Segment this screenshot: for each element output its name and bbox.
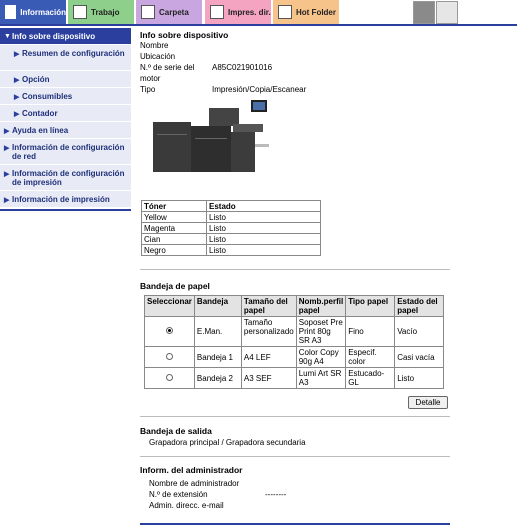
location-label: Ubicación (140, 52, 176, 61)
device-info-title: Info sobre dispositivo (140, 30, 229, 40)
table-row: Bandeja 1 A4 LEF Color Copy 90g A4 Especif. color Casi vacía (145, 347, 444, 368)
output-tray-value: Grapadora principal / Grapadora secundaria (149, 438, 306, 447)
detail-button[interactable]: Detalle (408, 396, 448, 409)
toner-table (141, 200, 321, 256)
tray-radio-bandeja-2[interactable] (166, 374, 173, 381)
admin-ext-row: N.º de extensión -------- (149, 490, 287, 499)
display-icon[interactable] (436, 1, 458, 24)
toner-header-estado: Estado (207, 201, 321, 212)
device-info (140, 30, 450, 95)
printer-image (143, 94, 273, 174)
job-icon (73, 5, 87, 19)
separator (140, 269, 450, 270)
table-row: Bandeja 2 A3 SEF Lumi Art SR A3 Estucado-GL Listo (145, 368, 444, 389)
tab-informacion[interactable]: Información (0, 0, 66, 24)
folder-icon (141, 5, 155, 19)
tab-underline (0, 24, 517, 26)
toner-header-toner: Tóner (142, 201, 207, 212)
info-icon (5, 5, 16, 19)
admin-email-row: Admin. direcc. e-mail (149, 501, 224, 510)
admin-title: Inform. del administrador (140, 465, 243, 475)
sidebar-item-resumen[interactable]: ▶ Resumen de configuración (0, 45, 131, 71)
type-value: Impresión/Copia/Escanear (212, 85, 307, 94)
name-label: Nombre (140, 41, 169, 50)
sidebar-item-info-impresion[interactable]: ▶ Información de impresión (0, 191, 131, 208)
sidebar-item-info-dispositivo[interactable]: ▼ Info sobre dispositivo (0, 28, 131, 45)
table-row: Yellow Listo (142, 212, 321, 223)
device-refresh-icon[interactable] (413, 1, 435, 24)
sidebar-item-ayuda[interactable]: ▶ Ayuda en línea (0, 122, 131, 139)
separator (140, 456, 450, 457)
sidebar (0, 28, 131, 211)
sidebar-item-consumibles[interactable]: ▶ Consumibles (0, 88, 131, 105)
direct-print-icon (210, 5, 224, 19)
serial-value: A85C021901016 (212, 63, 273, 72)
sidebar-item-opcion[interactable]: ▶ Opción (0, 71, 131, 88)
tab-bar (0, 0, 517, 26)
separator (140, 416, 450, 417)
output-tray-title: Bandeja de salida (140, 426, 212, 436)
serial-label: N.º de serie del motor (140, 63, 195, 83)
type-label: Tipo (140, 85, 156, 94)
hot-folder-icon (278, 5, 292, 19)
tab-impres-dir[interactable]: Impres. dir. (205, 0, 271, 24)
sidebar-item-contador[interactable]: ▶ Contador (0, 105, 131, 122)
table-row: Cian Listo (142, 234, 321, 245)
admin-name-row: Nombre de administrador (149, 479, 240, 488)
paper-tray-table: Seleccionar Bandeja Tamaño del papel Nomb.perfil papel Tipo papel Estado del papel E.Man. Tamaño personalizado Soposet Pre Print 80g SR A3 Fino Vacío Bandeja 1 A4 LEF Color Copy 90g A4 Especif. color Casi vacía Bandeja 2 A3 SEF Lumi Art SR A3 Estucado-GL Listo (144, 295, 444, 389)
tab-hot-folder[interactable]: Hot Folder (273, 0, 339, 24)
table-row: Negro Listo (142, 245, 321, 256)
sidebar-item-config-impresion[interactable]: ▶ Información de configuración de impresión (0, 165, 131, 191)
tray-radio-bandeja-1[interactable] (166, 353, 173, 360)
sidebar-item-config-red[interactable]: ▶ Información de configuración de red (0, 139, 131, 165)
sidebar-bottom-line (0, 209, 131, 211)
paper-tray-title: Bandeja de papel (140, 281, 210, 291)
tray-radio-emanual[interactable] (166, 327, 173, 334)
table-row: E.Man. Tamaño personalizado Soposet Pre Print 80g SR A3 Fino Vacío (145, 317, 444, 347)
bottom-line (140, 523, 450, 525)
tab-carpeta[interactable]: Carpeta (136, 0, 202, 24)
table-row: Magenta Listo (142, 223, 321, 234)
tab-trabajo[interactable]: Trabajo (68, 0, 134, 24)
